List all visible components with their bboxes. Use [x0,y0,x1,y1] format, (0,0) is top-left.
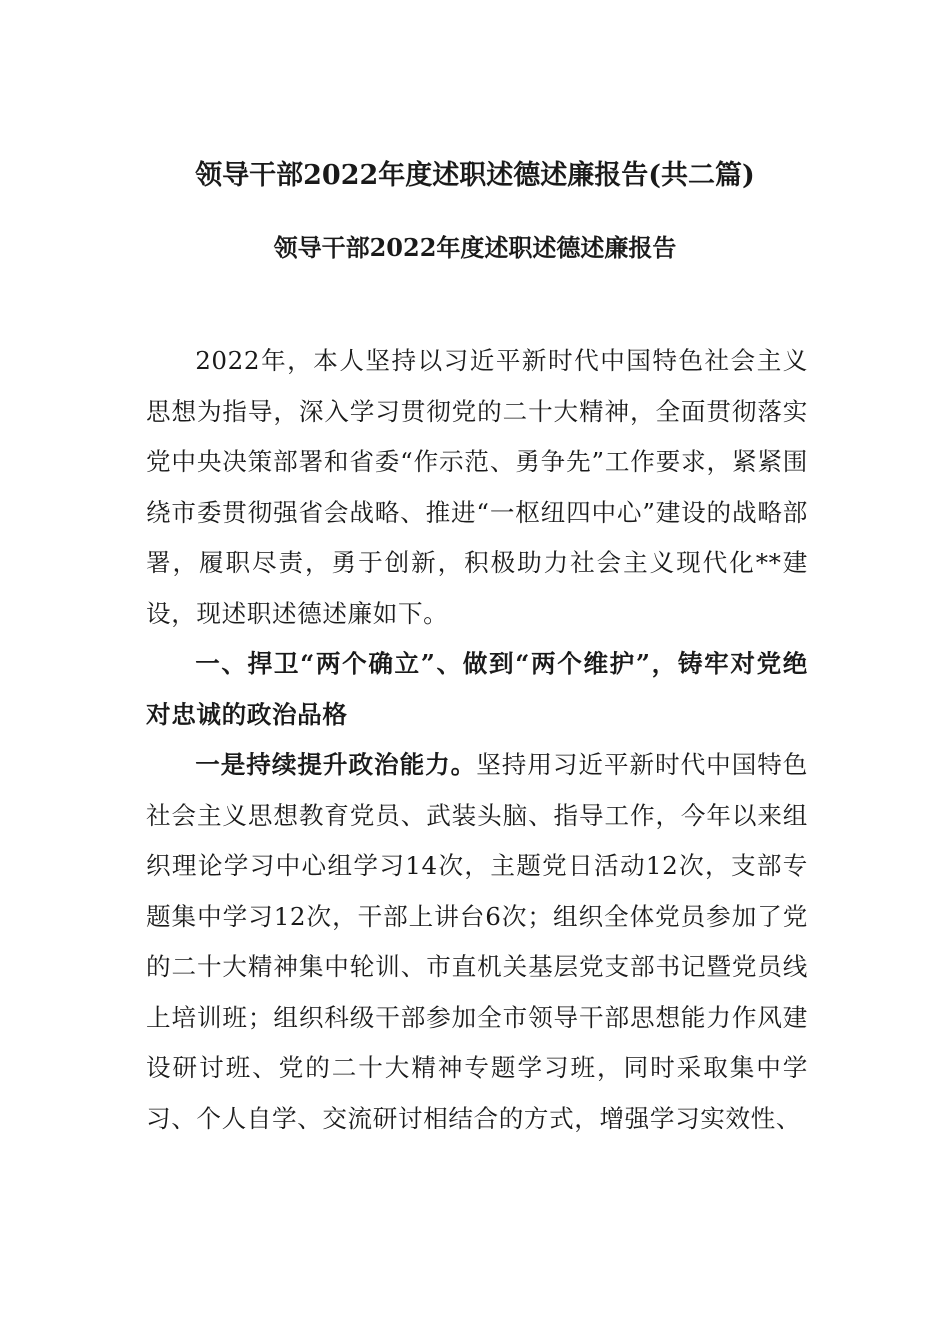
document-subtitle: 领导干部2022年度述职述德述廉报告 [273,233,677,262]
point-paragraph [146,740,808,1144]
document-title: 领导干部2022年度述职述德述廉报告(共二篇) [195,160,755,191]
intro-paragraph: 2022年，本人坚持以习近平新时代中国特色社会主义思想为指导，深入学习贯彻党的二十大精神，全面贯彻落实党中央决策部署和省委“作示范、勇争先”工作要求，紧紧围绕市委贯彻强省会战略、推进“一枢纽四中心”建设的战略部署，履职尽责，勇于创新，积极助力社会主义现代化**建设，现述职述德述廉如下。 [146,346,808,628]
section-heading: 一、捍卫“两个确立”、做到“两个维护”，铸牢对党绝对忠诚的政治品格 [146,649,808,729]
document-body [146,336,808,1144]
point-lead: 一是持续提升政治能力。 [195,750,477,779]
point-text: 坚持用习近平新时代中国特色社会主义思想教育党员、武装头脑、指导工作，今年以来组织理论学习中心组学习14次，主题党日活动12次，支部专题集中学习12次，干部上讲台6次；组织全体党员参加了党的二十大精神集中轮训、市直机关基层党支部书记暨党员线上培训班；组织科级干部参加全市领导干部思想能力作风建设研讨班、党的二十大精神专题学习班，同时采取集中学习、个人自学、交流研讨相结合的方式，增强学习实效性、 [146,750,808,1133]
